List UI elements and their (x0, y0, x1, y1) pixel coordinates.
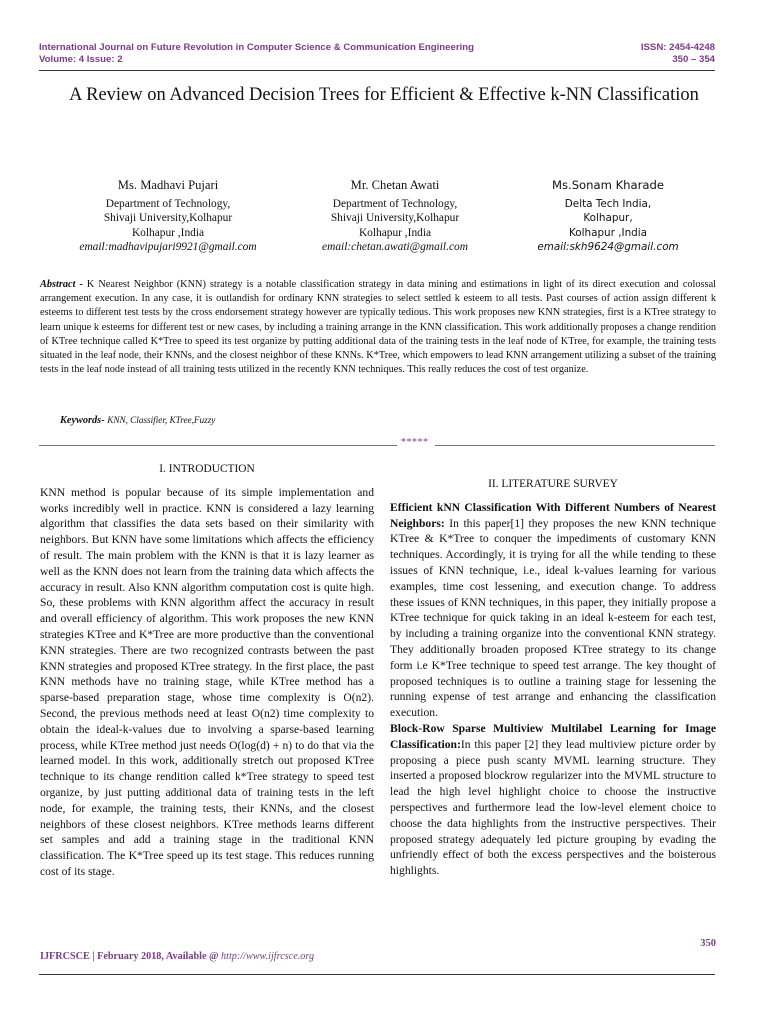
paragraph-body: In this paper [2] they lead multiview picture order by proposing a piece push scanty MVML learning structure. They inserted a proposed blockrow regularizer into the MVML structure to lead the high level highlight choice to choose the instructive perspectives and furthermore lead the low-level element choice to choose the data highlights from the instructive perspectives. Their proposed strategy adequately led picture grouping by evading the unfriendly effect of both the excess perspectives and the boisterous highlights. (390, 737, 716, 878)
author-location: Kolhapur ,India (358, 226, 432, 239)
author-name: Ms.Sonam Kharade (551, 178, 665, 192)
author-1 (48, 178, 288, 255)
separator-line-left (39, 445, 397, 446)
column-left (40, 462, 374, 880)
author-dept: Department of Technology, (105, 197, 231, 210)
introduction-body: KNN method is popular because of its simple implementation and works incredibly well in practice. KNN is considered a lazy learning algorithm that classifies the data sets based on their similarity with neighbors. But KNN have some limitations which affects the efficiency of result. The main problem with the KNN is that it is lazy learner as well as the KNN does not learn from the training data which affects the accuracy in result. Also KNN algorithm computation cost is quite high. So, these problems with KNN algorithm affect the accuracy in result and overall efficiency of algorithm. This work proposes the new KNN strategies KTree and K*Tree are more productive than the conventional KNN strategies. There are two recognized contrasts between the past KNN strategies and proposed KTree strategy. In the first place, the past KNN methods have no training stage, while KTree method has a sparse-based preparation stage, whose time complexity is O(n2). Second, the previous methods need at least O(n2) time complexity to obtain the ideal-k-values due to involving a sparse-based learning process, while KTree method just needs O(log(d) + n) to do that via the learned model. In this work, additionally stretch out proposed KTree technique to its change rendition called k*Tree strategy to speed test organize, by just putting additional data of training tests in the left node, for example, the training tests, their KNNs, and the closest neighbors of these closest neighbors. KTree methods learns different set samples and add a training stage in the traditional KNN classification. The K*Tree speed up its test stage. This reduces running cost of its stage. (40, 485, 374, 878)
author-2 (275, 178, 515, 255)
author-name: Ms. Madhavi Pujari (117, 178, 219, 192)
author-email[interactable]: email:chetan.awati@gmail.com (322, 241, 468, 253)
literature-paragraph-2 (390, 721, 716, 879)
page-range: 350 – 354 (672, 54, 715, 65)
author-location: Kolhapur ,India (568, 226, 648, 239)
author-location: Kolhapur ,India (131, 226, 205, 239)
paragraph-body: In this paper[1] they proposes the new KNN technique KTree & K*Tree to conquer the impediments of customary KNN techniques. Accordingly, it is trying for all the while tending to these issues of KNN technique, i.e., ideal k-values learning for various examples, time cost lessening, and execution change. To address these issues of KNN techniques, in this paper, they initially propose a KTree technique for quick taking in an ideal k-esteem for each test, by including a training organize into the conventional KNN strategy. They additionally broaden proposed KTree strategy to its change form i.e K*Tree technique to speed test arrange. The key thought of proposed techniques is to outline a training stage for lessening the running expense of test arrange and enhancing the classification execution. (390, 516, 716, 720)
header-rule (39, 70, 715, 71)
paragraph-title: Block-Row Sparse Multiview Multilabel Learning for Image Classification: (390, 721, 716, 751)
author-email[interactable]: email:skh9624@gmail.com (537, 241, 679, 253)
issn-info (641, 42, 715, 66)
journal-info (39, 42, 474, 66)
section-separator (39, 438, 715, 452)
keywords-label: Keywords- (60, 415, 105, 426)
journal-volume: Volume: 4 Issue: 2 (39, 54, 123, 65)
paragraph-title: Efficient kNN Classification With Different Numbers of Nearest Neighbors: (390, 500, 716, 530)
keywords (60, 415, 215, 426)
author-dept: Delta Tech India, (564, 197, 652, 210)
author-univ: Shivaji University,Kolhapur (330, 212, 460, 224)
author-3 (488, 178, 728, 255)
footer-url[interactable]: http://www.ijfrcsce.org (221, 951, 315, 962)
literature-paragraph-1 (390, 500, 716, 721)
author-name: Mr. Chetan Awati (350, 178, 440, 192)
abstract-text: K Nearest Neighbor (KNN) strategy is a notable classification strategy in data mining and estimations in light of its direct execution and colossal arrangement execution. In any case, it is outlandish for ordinary KNN strategies to select settled k esteem to all tests. Past courses of action assign different k esteems to different test tests by the cross endorsement strategy however are typically tedious. This work proposes new KNN strategies, first is a KTree strategy to learn unique k esteems for different test or new cases, by including a training arrange in the KNN classification. This work additionally proposes a change rendition of KTree technique called K*Tree to speed its test organize by putting additional data of the training tests in the leaf node of KTree, for example, the training tests situated in the leaf node, their KNNs, and the closest neighbor of these KNNs. K*Tree, which empowers to lead KNN arrangement utilizing a subset of the training tests in the leaf node instead of all training tests utilized in the recently KNN techniques. This really reduces the cost of test organize. (40, 279, 716, 376)
footer (40, 951, 314, 962)
separator-line-right (435, 445, 715, 446)
journal-name: International Journal on Future Revolution in Computer Science & Communication Engineering (39, 42, 474, 53)
author-univ: Kolhapur, (583, 212, 633, 224)
footer-rule (39, 974, 715, 975)
author-dept: Department of Technology, (332, 197, 458, 210)
page-number: 350 (700, 938, 716, 949)
section-heading-literature-survey: II. LITERATURE SURVEY (488, 478, 618, 490)
abstract-label: Abstract - (40, 279, 83, 290)
keywords-text: KNN, Classifier, KTree,Fuzzy (107, 415, 216, 425)
issn: ISSN: 2454-4248 (640, 42, 715, 53)
author-univ: Shivaji University,Kolhapur (103, 212, 233, 224)
section-heading-introduction: I. INTRODUCTION (159, 463, 255, 475)
abstract (40, 278, 716, 377)
separator-stars: ***** (401, 437, 429, 448)
paper-title: A Review on Advanced Decision Trees for Efficient & Effective k-NN Classification (69, 85, 699, 105)
footer-label: IJFRCSCE | February 2018, Available @ (40, 951, 219, 962)
column-right (390, 477, 716, 879)
author-email[interactable]: email:madhavipujari9921@gmail.com (79, 241, 257, 253)
